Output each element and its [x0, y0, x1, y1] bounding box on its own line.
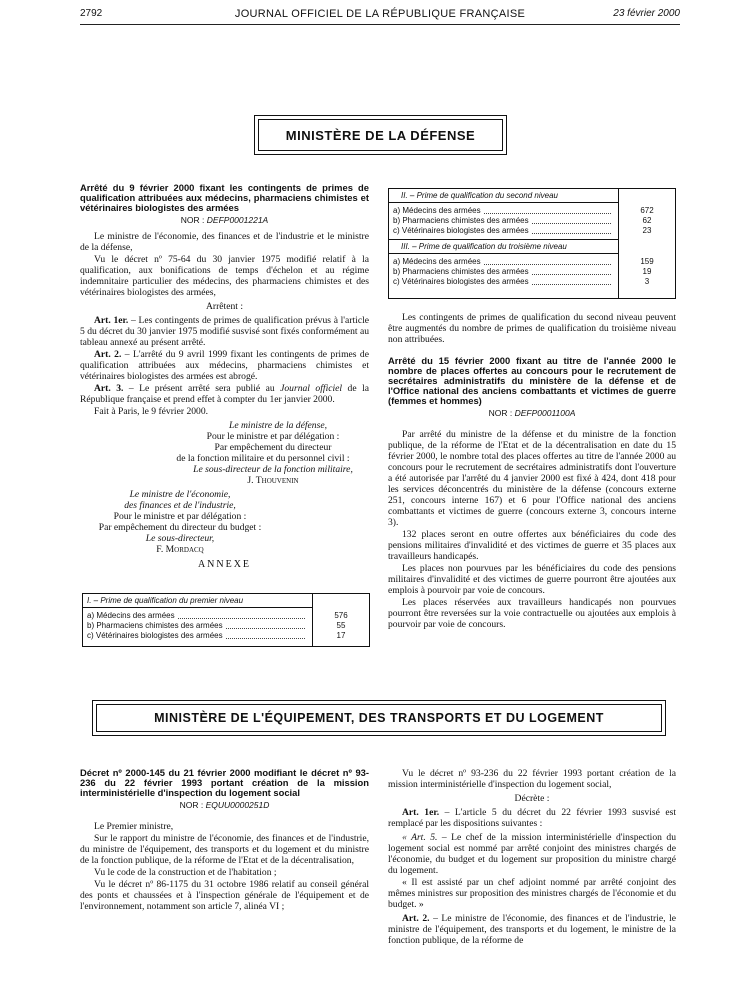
arrete1-p1: Le ministre de l'économie, des finances et de l'industrie et le ministre de la défense, [80, 231, 369, 253]
row-label: a) Médecins des armées [393, 257, 671, 267]
row-value: 576 [334, 611, 348, 620]
row-label: b) Pharmaciens chimistes des armées [87, 621, 365, 631]
decret-p2: Sur le rapport du ministre de l'économie, des finances et de l'industrie, du ministre de l'équipement, des transports et du logement et du ministre de la fonction publique, de la réforme de l'Etat et de la décentralisation, [80, 833, 369, 866]
table-row [83, 621, 369, 631]
decret-art1: Art. 1er. – L'article 5 du décret du 22 février 1993 susvisé est remplacé par les dispositions suivantes : [388, 807, 676, 829]
table-row [83, 611, 369, 621]
table-row [389, 267, 675, 277]
table2-rows-third [389, 257, 675, 287]
arrete2-p3: Les places non pourvues par les bénéficiaires du code des pensions militaires d'invalidité et des victimes de guerre pourront être ajoutées aux emplois à pourvoir par voie de concours. [388, 563, 676, 596]
table-row [389, 216, 675, 226]
arrete2-p4: Les places réservées aux travailleurs handicapés non pourvues pourront être reversées sur la voie contractuelle ou ajoutées aux emplois à pourvoir par voie de concours. [388, 597, 676, 630]
arrete1-art1: Art. 1er. – Les contingents de primes de qualification prévus à l'article 5 du décret du 30 janvier 1975 modifié susvisé sont fixés conformément au tableau annexé au présent arrêté. [80, 315, 370, 348]
signature-economie: Le ministre de l'économie, des finances et de l'industrie, Pour le ministre et par délégation : Par empêchement du directeur du budget : Le sous-directeur, F. Mordacq [98, 489, 262, 555]
arrete2-p2: 132 places seront en outre offertes aux bénéficiaires du code des pensions militaires d'invalidité et des victimes de guerre et 35 places aux travailleurs handicapés. [388, 529, 676, 562]
row-label: a) Médecins des armées [393, 206, 671, 216]
decret-art5: « Art. 5. – Le chef de la mission interministérielle d'inspection du logement social est nommé par arrêté conjoint des ministres chargés de l'économie, du budget et du logement sur proposition du ministre chargé du logement. [388, 832, 676, 876]
arrete1-art3: Art. 3. – Le présent arrêté sera publié au Journal officiel de la République française et prend effet à compter du 1er janvier 2000. [80, 383, 369, 405]
row-label: c) Vétérinaires biologistes des armées [393, 226, 671, 236]
row-value: 159 [640, 257, 654, 266]
ministry-defense-title: MINISTÈRE DE LA DÉFENSE [258, 119, 503, 151]
row-value: 62 [642, 216, 652, 225]
table2-rows-second [389, 206, 675, 236]
row-label: b) Pharmaciens chimistes des armées [393, 267, 671, 277]
table2-section-second: II. – Prime de qualification du second niveau [389, 189, 619, 203]
row-label: c) Vétérinaires biologistes des armées [393, 277, 671, 287]
table-row [389, 206, 675, 216]
arrete1-art2: Art. 2. – L'arrêté du 9 avril 1999 fixant les contingents de primes de qualification attribuées aux médecins, pharmaciens chimistes et vétérinaires biologistes des armées est abrogé. [80, 349, 369, 382]
decret-art2: Art. 2. – Le ministre de l'économie, des finances et de l'industrie, le ministre de l'équipement, des transports et du logement, le ministre de la fonction publique, de la réforme de [388, 913, 677, 946]
row-value: 55 [336, 621, 346, 630]
table-row [83, 631, 369, 641]
row-label: b) Pharmaciens chimistes des armées [393, 216, 671, 226]
right-column-top [388, 312, 676, 631]
table1-rows [83, 611, 369, 641]
ministry-equipement-banner [92, 700, 666, 736]
decret-p1: Le Premier ministre, [94, 821, 174, 832]
page-number: 2792 [80, 8, 103, 19]
arrete1-fait: Fait à Paris, le 9 février 2000. [94, 406, 209, 417]
table2-section-third: III. – Prime de qualification du troisième niveau [389, 239, 619, 254]
annexe-table-2 [388, 188, 676, 299]
decret-p3: Vu le code de la construction et de l'habitation ; [94, 867, 277, 878]
annexe-table-1 [82, 593, 370, 647]
decret-right-column [388, 768, 676, 947]
left-column-top [80, 183, 369, 576]
table-row [389, 226, 675, 236]
ministry-equipement-title: MINISTÈRE DE L'ÉQUIPEMENT, DES TRANSPORTS ET DU LOGEMENT [96, 704, 662, 732]
decret-p4: Vu le décret nº 86-1175 du 31 octobre 1986 relatif au conseil général des ponts et chaussées et à l'inspection générale de l'équipement et de l'environnement, notamment son article 7, alinéa VI ; [80, 879, 369, 912]
contingents-paragraph: Les contingents de primes de qualification du second niveau peuvent être augmentés du nombre de primes de qualification du troisième niveau non attribuées. [388, 312, 676, 345]
decret-r1: Vu le décret nº 93-236 du 22 février 1993 portant création de la mission interministérielle d'inspection du logement social, [388, 768, 676, 790]
table1-section: I. – Prime de qualification du premier niveau [83, 594, 313, 608]
decret-title: Décret nº 2000-145 du 21 février 2000 modifiant le décret nº 93-236 du 22 février 1993 portant création de la mission interministérielle d'inspection du logement social [80, 767, 369, 798]
row-value: 672 [640, 206, 654, 215]
row-label: a) Médecins des armées [87, 611, 365, 621]
header-rule [80, 24, 680, 25]
arrete1-nor: NOR : DEFP0001221A [180, 215, 269, 225]
signature-defense: Le ministre de la défense, Pour le ministre et par délégation : Par empêchement du directeur de la fonction militaire et du personnel civil : Le sous-directeur de la fonction militaire, J. Thouvenin [176, 420, 353, 486]
row-value: 17 [336, 631, 346, 640]
table-row [389, 277, 675, 287]
arrete1-arretent: Arrêtent : [205, 301, 244, 312]
arrete1-p2: Vu le décret nº 75-64 du 30 janvier 1975 modifié relatif à la qualification, aux bonifications de temps d'échelon et au régime indemnitaire particulier des médecins, des pharmaciens chimistes et des vétérinaires biologistes des armées, [80, 254, 369, 298]
row-value: 23 [642, 226, 652, 235]
decret-left-column [80, 768, 369, 913]
row-label: c) Vétérinaires biologistes des armées [87, 631, 365, 641]
arrete2-p1: Par arrêté du ministre de la défense et du ministre de la fonction publique, de la réforme de l'Etat et de la décentralisation en date du 15 février 2000, le nombre total des places offertes au titre de l'année 2000 au concours pour le recrutement de secrétaires administratifs dont l'ouverture a été autorisée par l'arrêté du 4 janvier 2000 est fixé à 424, dont 418 pour les services déconcentrés du ministère de la défense (concours externe 251, concours interne 167) et 6 pour l'Office national des anciens combattants et victimes de guerre (concours externe 3, concours interne 3). [388, 429, 676, 528]
decret-decrete: Décrète : [514, 793, 550, 804]
publication-date: 23 février 2000 [613, 8, 680, 19]
decret-nor: NOR : EQUU0000251D [179, 800, 270, 810]
page-header [80, 6, 680, 22]
arrete2-title: Arrêté du 15 février 2000 fixant au titre de l'année 2000 le nombre de places offertes au concours pour le recrutement de secrétaires administratifs du ministère de la défense et de l'Office national des anciens combattants et victimes de guerre (femmes et hommes) [388, 355, 676, 406]
arrete2-nor: NOR : DEFP0001100A [488, 408, 576, 418]
ministry-defense-banner [254, 115, 507, 155]
journal-title: JOURNAL OFFICIEL DE LA RÉPUBLIQUE FRANÇAISE [234, 8, 526, 20]
row-value: 19 [642, 267, 652, 276]
annexe-title: ANNEXE [197, 559, 252, 570]
decret-art5b: « Il est assisté par un chef adjoint nommé par arrêté conjoint des mêmes ministres sur proposition des ministres chargés de l'économie et du budget. » [388, 877, 676, 910]
arrete1-title: Arrêté du 9 février 2000 fixant les contingents de primes de qualification attribuées aux médecins, pharmaciens chimistes et vétérinaires biologistes des armées [80, 182, 369, 213]
row-value: 3 [644, 277, 650, 286]
table-row [389, 257, 675, 267]
